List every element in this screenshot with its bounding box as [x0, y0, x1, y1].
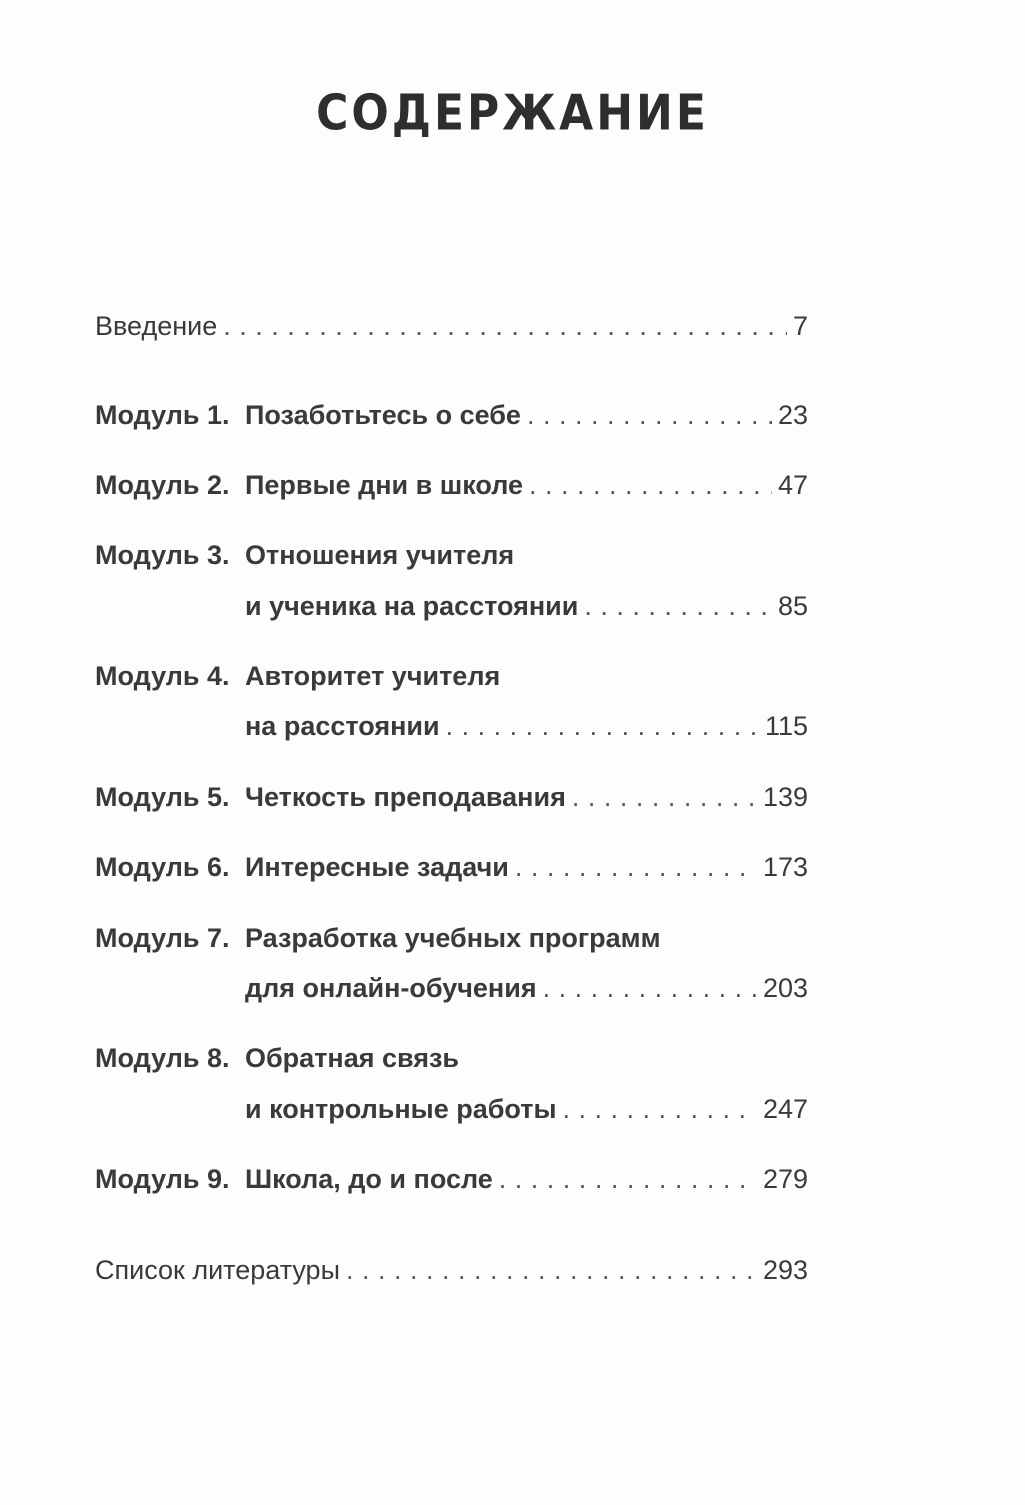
toc-page-number: 293 — [762, 1255, 808, 1285]
toc-entry-text: Школа, до и после — [245, 1164, 493, 1194]
toc-page-number: 23 — [777, 400, 808, 430]
toc-module-prefix: Модуль 4. — [95, 661, 230, 691]
toc-page-number: 115 — [764, 711, 808, 741]
toc-page-number: 173 — [762, 852, 808, 882]
toc-entry-text: Позаботьтесь о себе — [245, 400, 521, 430]
toc-entry-bibliography — [95, 1250, 808, 1290]
toc-module-prefix: Модуль 6. — [95, 852, 230, 882]
toc-page-number: 279 — [762, 1164, 808, 1194]
toc-module-prefix: Модуль 9. — [95, 1164, 230, 1194]
toc-entry-module-1 — [95, 395, 808, 435]
toc-entry-text: Разработка учебных программ — [245, 923, 661, 953]
toc-page-number: 139 — [762, 782, 808, 812]
dot-leader — [529, 465, 772, 505]
toc-module-prefix: Модуль 8. — [95, 1043, 230, 1073]
toc-entry-module-8-cont — [95, 1089, 808, 1129]
dot-leader — [223, 306, 787, 346]
dot-leader — [515, 847, 757, 887]
toc-entry-text: Интересные задачи — [245, 852, 509, 882]
toc-entry-intro — [95, 306, 808, 346]
toc-entry-text: Список литературы — [95, 1255, 340, 1285]
dot-leader — [584, 586, 772, 626]
toc-entry-module-3 — [95, 535, 808, 575]
toc-entry-module-3-cont — [95, 586, 808, 626]
toc-entry-text: Введение — [95, 311, 218, 341]
toc-page-number: 203 — [762, 973, 808, 1003]
page-title: СОДЕРЖАНИЕ — [316, 84, 709, 143]
toc-module-prefix: Модуль 2. — [95, 470, 230, 500]
toc-entry-text: и ученика на расстоянии — [245, 591, 579, 621]
toc-module-prefix: Модуль 7. — [95, 923, 230, 953]
toc-entry-module-2 — [95, 465, 808, 505]
toc-page-number: 47 — [777, 470, 808, 500]
toc-page-number: 7 — [792, 311, 808, 341]
toc-entry-module-4-cont — [95, 706, 808, 746]
dot-leader — [446, 706, 759, 746]
toc-entry-text: Отношения учителя — [245, 540, 515, 570]
toc-entry-module-5 — [95, 777, 808, 817]
toc-entry-text: для онлайн-обучения — [245, 973, 537, 1003]
toc-entry-text: Обратная связь — [245, 1043, 460, 1073]
toc-entry-text: Первые дни в школе — [245, 470, 524, 500]
toc-entry-text: Авторитет учителя — [245, 661, 501, 691]
toc-entry-module-4 — [95, 656, 808, 696]
dot-leader — [543, 968, 757, 1008]
toc-entry-text: Четкость преподавания — [245, 782, 566, 812]
toc-module-prefix: Модуль 1. — [95, 400, 230, 430]
dot-leader — [527, 395, 772, 435]
toc-entry-module-7-cont — [95, 968, 808, 1008]
toc-entry-text: и контрольные работы — [245, 1094, 557, 1124]
dot-leader — [499, 1159, 757, 1199]
toc-entry-text: на расстоянии — [245, 711, 440, 741]
toc-module-prefix: Модуль 5. — [95, 782, 230, 812]
toc-entry-module-7 — [95, 918, 808, 958]
toc-entry-module-9 — [95, 1159, 808, 1199]
toc-page-number: 85 — [777, 591, 808, 621]
dot-leader — [572, 777, 757, 817]
dot-leader — [346, 1250, 757, 1290]
toc-entry-module-6 — [95, 847, 808, 887]
toc-page-number: 247 — [762, 1094, 808, 1124]
toc-entry-module-8 — [95, 1038, 808, 1078]
dot-leader — [563, 1089, 757, 1129]
toc-module-prefix: Модуль 3. — [95, 540, 230, 570]
